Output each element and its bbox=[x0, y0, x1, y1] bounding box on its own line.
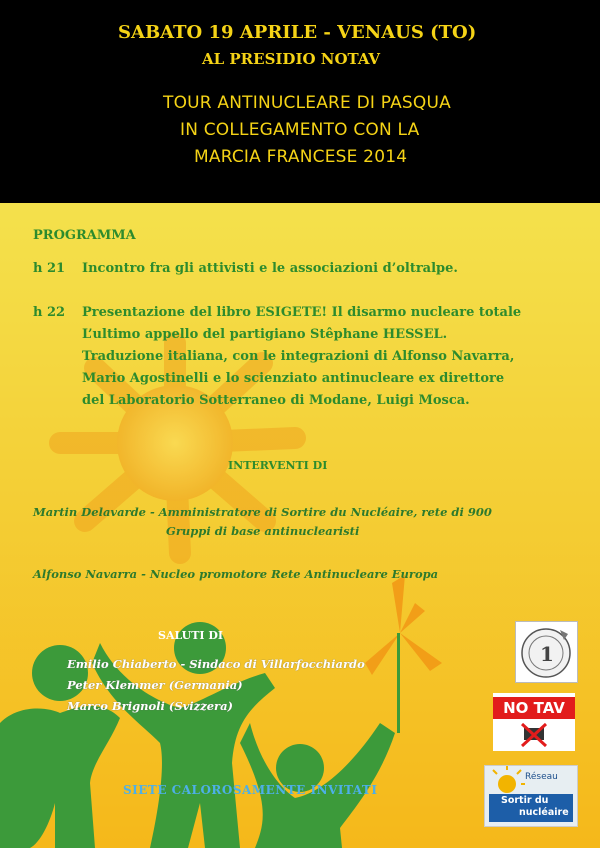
reseau-line-1: Réseau bbox=[525, 772, 558, 782]
programma-line: L’ultimo appello del partigiano Stêphane HESSEL. bbox=[82, 327, 448, 342]
event-venue: AL PRESIDIO NOTAV bbox=[202, 50, 381, 68]
header-band bbox=[0, 0, 600, 203]
reseau-logo bbox=[484, 765, 578, 827]
coin-logo bbox=[515, 621, 578, 683]
saluto-line: Marco Brignoli (Svizzera) bbox=[67, 699, 234, 713]
invitation-text: SIETE CALOROSAMENTE INVITATI bbox=[123, 783, 378, 797]
programma-line: del Laboratorio Sotterraneo di Modane, Luigi Mosca. bbox=[82, 393, 470, 408]
event-subtitle-2: IN COLLEGAMENTO CON LA bbox=[180, 120, 420, 140]
saluto-line: Peter Klemmer (Germania) bbox=[67, 678, 243, 692]
content-area bbox=[0, 203, 600, 848]
intervento-line: Martin Delavarde - Amministratore di Sortire du Nucléaire, rete di 900 bbox=[33, 505, 492, 519]
reseau-line-3: nucléaire bbox=[519, 807, 569, 818]
saluti-title: SALUTI DI bbox=[158, 629, 224, 642]
event-subtitle-3: MARCIA FRANCESE 2014 bbox=[194, 147, 408, 167]
crossed-train-icon bbox=[493, 720, 575, 750]
interventi-title: INTERVENTI DI bbox=[228, 459, 328, 472]
reseau-banner bbox=[489, 794, 573, 822]
programma-time-1: h 21 bbox=[33, 261, 66, 276]
coin-mark: 1 bbox=[540, 642, 554, 666]
reseau-line-2: Sortir du bbox=[501, 795, 549, 806]
intervento-line: Alfonso Navarra - Nucleo promotore Rete Antinucleare Europa bbox=[33, 567, 439, 581]
programma-time-2: h 22 bbox=[33, 305, 66, 320]
intervento-line: Gruppi di base antinuclearisti bbox=[166, 524, 360, 538]
notav-logo bbox=[493, 693, 575, 751]
programma-title: PROGRAMMA bbox=[33, 228, 136, 243]
programma-line: Presentazione del libro ESIGETE! Il disarmo nucleare totale bbox=[82, 305, 522, 320]
event-subtitle-1: TOUR ANTINUCLEARE DI PASQUA bbox=[163, 93, 451, 113]
event-date-location: SABATO 19 APRILE - VENAUS (TO) bbox=[118, 22, 477, 43]
euro-coin-icon bbox=[516, 622, 577, 682]
programma-line: Mario Agostinelli e lo scienziato antinucleare ex direttore bbox=[82, 371, 505, 386]
programma-line: Incontro fra gli attivisti e le associazioni d’oltralpe. bbox=[82, 261, 458, 276]
programma-line: Traduzione italiana, con le integrazioni di Alfonso Navarra, bbox=[82, 349, 515, 364]
saluto-line: Emilio Chiaberto - Sindaco di Villarfocchiardo bbox=[67, 657, 365, 671]
notav-label: NO TAV bbox=[493, 697, 575, 719]
